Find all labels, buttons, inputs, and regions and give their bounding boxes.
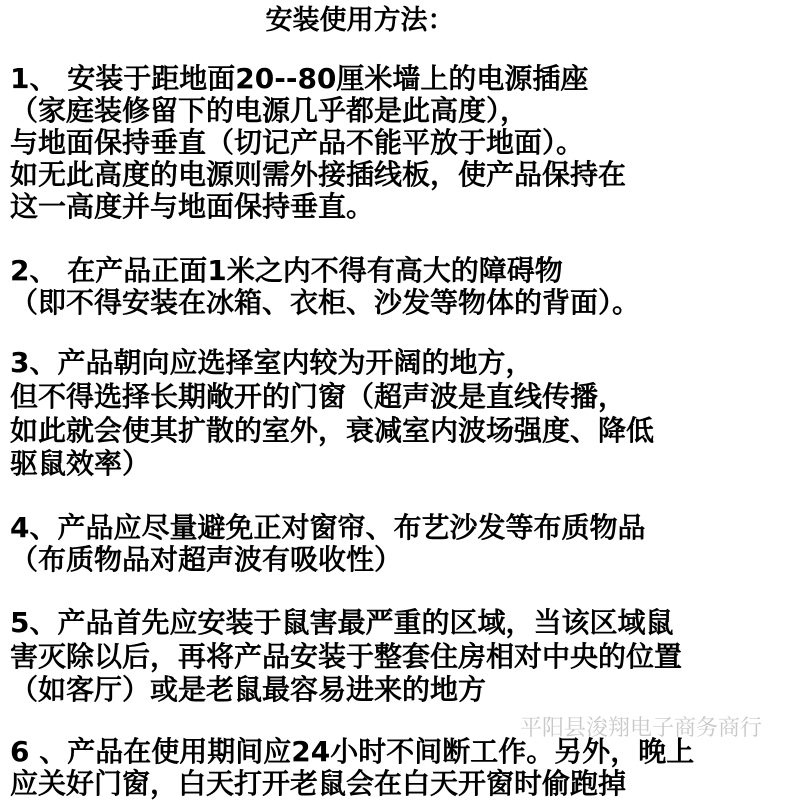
section-1-line-1: 1、 安装于距地面20--80厘米墙上的电源插座 bbox=[10, 62, 589, 95]
section-6-line-1: 6 、产品在使用期间应24小时不间断工作。另外，晚上 bbox=[10, 735, 695, 768]
section-4-line-1: 4、产品应尽量避免正对窗帘、布艺沙发等布质物品 bbox=[10, 511, 646, 544]
section-1-line-4: 如无此高度的电源则需外接插线板，使产品保持在 bbox=[10, 158, 627, 191]
section-1-line-5: 这一高度并与地面保持垂直。 bbox=[10, 190, 375, 223]
section-5-line-1: 5、产品首先应安装于鼠害最严重的区域，当该区域鼠 bbox=[10, 606, 674, 639]
section-6-line-2: 应关好门窗，白天打开老鼠会在白天开窗时偷跑掉 bbox=[10, 767, 627, 800]
section-5-line-2: 害灭除以后，再将产品安装于整套住房相对中央的位置 bbox=[10, 640, 683, 673]
section-3-line-3: 如此就会使其扩散的室外，衰减室内波场强度、降低 bbox=[10, 414, 655, 447]
watermark-shop-name: 平阳县浚翔电子商务商行 bbox=[520, 716, 763, 741]
section-3-line-2: 但不得选择长期敞开的门窗（超声波是直线传播， bbox=[10, 380, 627, 413]
section-4-line-2: （布质物品对超声波有吸收性） bbox=[10, 543, 403, 576]
section-3-line-1: 3、产品朝向应选择室内较为开阔的地方， bbox=[10, 346, 534, 379]
section-3-line-4: 驱鼠效率） bbox=[10, 447, 151, 480]
section-2-line-2: （即不得安装在冰箱、衣柜、沙发等物体的背面）。 bbox=[10, 286, 641, 319]
section-1-line-2: （家庭装修留下的电源几乎都是此高度）， bbox=[10, 94, 529, 127]
page-title: 安装使用方法： bbox=[265, 5, 455, 36]
section-1-line-3: 与地面保持垂直（切记产品不能平放于地面）。 bbox=[10, 126, 585, 159]
section-2-line-1: 2、 在产品正面1米之内不得有高大的障碍物 bbox=[10, 254, 563, 287]
section-5-line-3: （如客厅）或是老鼠最容易进来的地方 bbox=[10, 673, 487, 706]
